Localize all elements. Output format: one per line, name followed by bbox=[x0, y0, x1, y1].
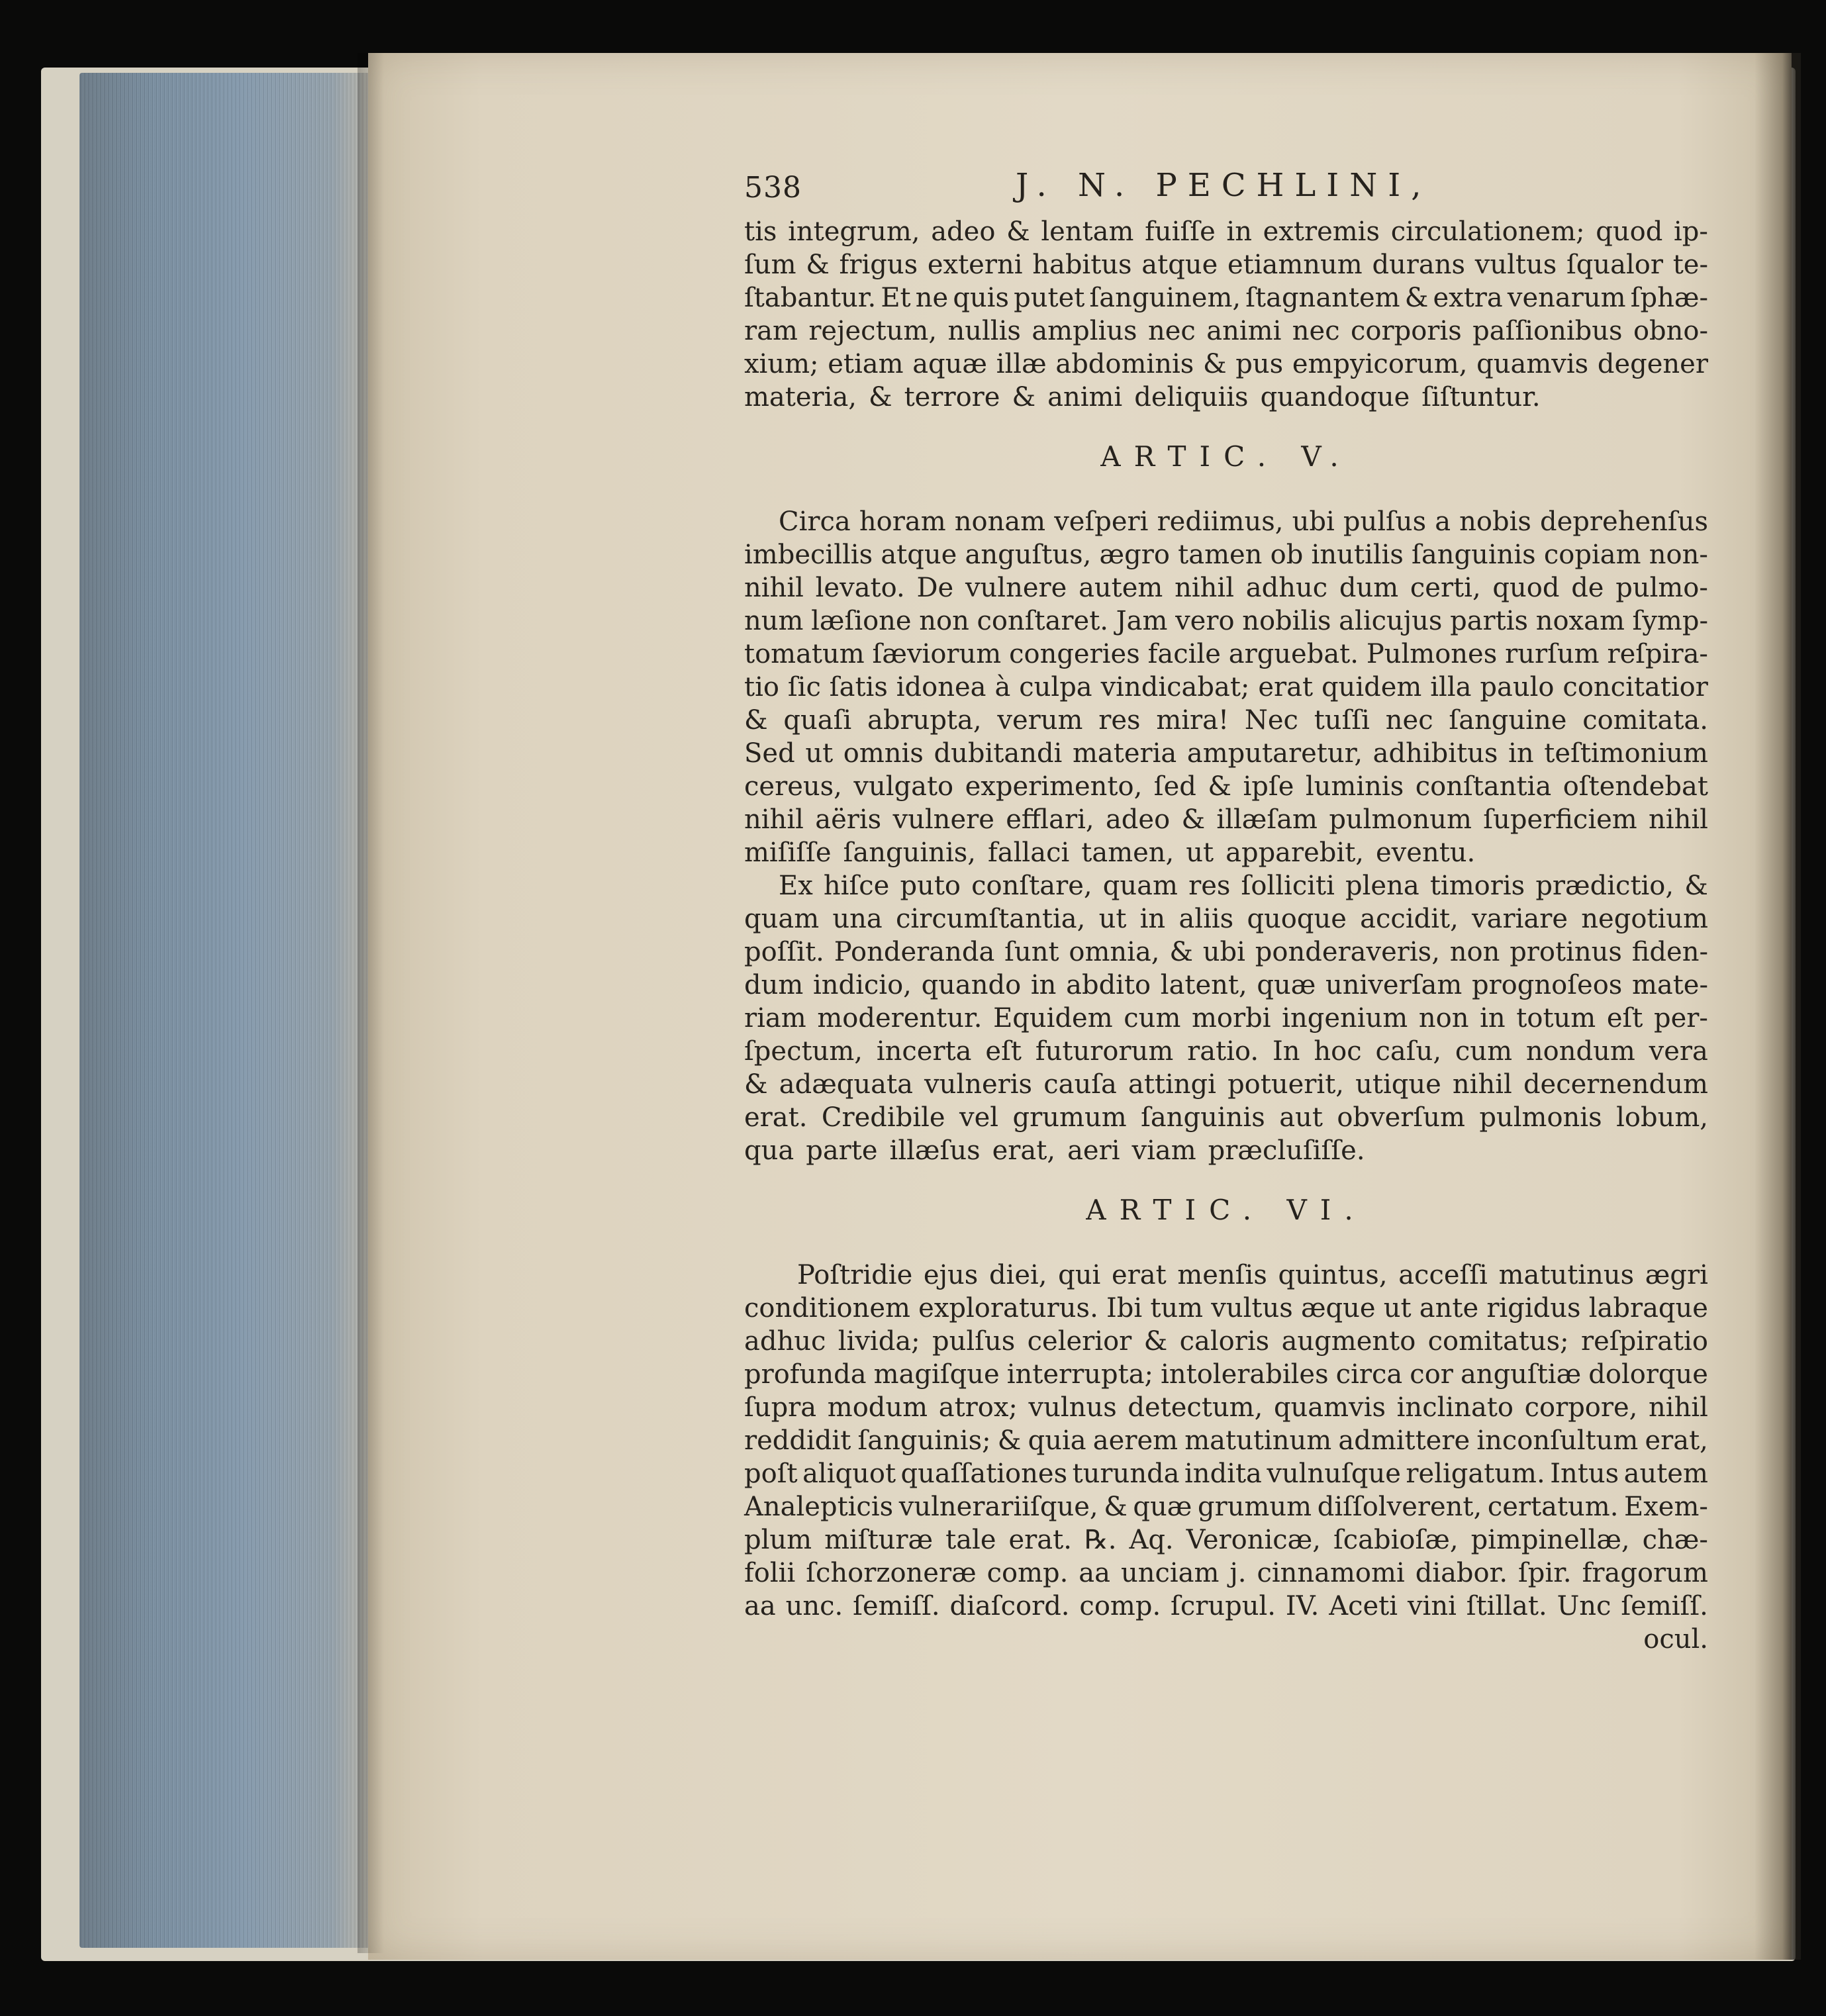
text-line: materia, & terrore & animi deliquiis quandoque ſiſtuntur. bbox=[744, 382, 1541, 412]
text-line: cereus, vulgato experimento, ſed & ipſe luminis conſtantia oſtendebat bbox=[744, 771, 1708, 802]
text-line: & adæquata vulneris cauſa attingi potuerit, utique nihil decernendum bbox=[744, 1069, 1708, 1100]
text-line: ſtabantur. Et ne quis putet ſanguinem, ſtagnantem & extra venarum ſphæ- bbox=[744, 283, 1708, 313]
text-line: Sed ut omnis dubitandi materia amputaretur, adhibitus in teſtimonium bbox=[744, 738, 1708, 769]
text-line: Circa horam nonam veſperi rediimus, ubi pulſus a nobis deprehenſus bbox=[779, 506, 1708, 537]
text-line: adhuc livida; pulſus celerior & caloris augmento comitatus; reſpiratio bbox=[744, 1326, 1708, 1357]
text-line: folii ſchorzoneræ comp. aa unciam j. cinnamomi diabor. ſpir. fragorum bbox=[744, 1558, 1708, 1588]
text-line: aa unc. ſemiſſ. diaſcord. comp. ſcrupul. IV. Aceti vini ſtillat. Unc ſemiſſ. bbox=[744, 1591, 1708, 1621]
section-heading-artic-v: ARTIC. V. bbox=[1100, 440, 1352, 473]
text-line: profunda magiſque interrupta; intolerabiles circa cor anguſtiæ dolorque bbox=[744, 1359, 1708, 1390]
text-line: nihil levato. De vulnere autem nihil adhuc dum certi, quod de pulmo- bbox=[744, 573, 1708, 603]
paragraph-4 bbox=[744, 1259, 1708, 1623]
running-head bbox=[744, 169, 1708, 215]
text-line: qua parte illæſus erat, aeri viam præcluſiſſe. bbox=[744, 1135, 1365, 1166]
text-line: xium; etiam aquæ illæ abdominis & pus empyicorum, quamvis degener bbox=[744, 349, 1708, 379]
text-line: erat. Credibile vel grumum ſanguinis aut obverſum pulmonis lobum, bbox=[744, 1102, 1708, 1133]
paragraph-2 bbox=[744, 505, 1708, 869]
catchword-line bbox=[744, 1623, 1708, 1656]
text-line: poſt aliquot quaſſationes turunda indita vulnuſque religatum. Intus autem bbox=[744, 1459, 1708, 1489]
text-line: Analepticis vulnerariiſque, & quæ grumum diſſolverent, certatum. Exem- bbox=[744, 1492, 1708, 1522]
text-line: imbecillis atque anguſtus, ægro tamen ob inutilis ſanguinis copiam non- bbox=[744, 540, 1708, 570]
paragraph-3 bbox=[744, 869, 1708, 1167]
text-line: reddidit ſanguinis; & quia aerem matutinum admittere inconſultum erat, bbox=[744, 1425, 1708, 1456]
page-edge-shadow bbox=[358, 53, 384, 1953]
book-gutter bbox=[1754, 53, 1801, 1960]
page-number: 538 bbox=[744, 171, 802, 205]
page-text bbox=[744, 169, 1708, 1656]
text-line: tomatum ſæviorum congeries facile arguebat. Pulmones rurſum reſpira- bbox=[744, 639, 1708, 669]
text-line: quam una circumſtantia, ut in aliis quoque accidit, variare negotium bbox=[744, 904, 1708, 934]
text-line: dum indicio, quando in abdito latent, quæ univerſam prognoſeos mate- bbox=[744, 970, 1708, 1000]
page-edges bbox=[79, 73, 376, 1948]
section-heading-artic-vi: ARTIC. VI. bbox=[1086, 1194, 1367, 1226]
text-line: ram rejectum, nullis amplius nec animi nec corporis paſſionibus obno- bbox=[744, 316, 1708, 346]
text-line: ſupra modum atrox; vulnus detectum, quamvis inclinato corpore, nihil bbox=[744, 1392, 1708, 1423]
text-line: miſiſſe ſanguinis, fallaci tamen, ut apparebit, eventu. bbox=[744, 838, 1476, 868]
text-line: poſſit. Ponderanda ſunt omnia, & ubi ponderaveris, non protinus fiden- bbox=[744, 937, 1708, 967]
text-line: num læſione non conſtaret. Jam vero nobilis alicujus partis noxam ſymp- bbox=[744, 606, 1708, 636]
text-line: nihil aëris vulnere efflari, adeo & illæſam pulmonum ſuperficiem nihil bbox=[744, 804, 1708, 835]
paragraph-1 bbox=[744, 215, 1708, 414]
text-line: ſpectum, incerta eſt futurorum ratio. In hoc caſu, cum nondum vera bbox=[744, 1036, 1708, 1067]
text-line: tio ſic ſatis idonea à culpa vindicabat; erat quidem illa paulo concitatior bbox=[744, 672, 1708, 702]
text-line: Poſtridie ejus diei, qui erat menſis quintus, acceſſi matutinus ægri bbox=[797, 1260, 1708, 1290]
text-line: conditionem exploraturus. Ibi tum vultus æque ut ante rigidus labraque bbox=[744, 1293, 1708, 1323]
text-line: tis integrum, adeo & lentam fuiſſe in extremis circulationem; quod ip- bbox=[744, 216, 1708, 247]
text-line: ſum & frigus externi habitus atque etiamnum durans vultus ſqualor te- bbox=[744, 250, 1708, 280]
text-line: plum miſturæ tale erat. ℞. Aq. Veronicæ, ſcabioſæ, pimpinellæ, chæ- bbox=[744, 1525, 1708, 1555]
text-line: riam moderentur. Equidem cum morbi ingenium non in totum eſt per- bbox=[744, 1003, 1708, 1033]
text-line: Ex hiſce puto conſtare, quam res ſolliciti plena timoris prædictio, & bbox=[779, 871, 1708, 901]
catchword: ocul. bbox=[1643, 1624, 1708, 1655]
text-line: & quaſi abrupta, verum res mira! Nec tuſſi nec ſanguine comitata. bbox=[744, 705, 1708, 736]
running-title: J. N. PECHLINI, bbox=[1016, 167, 1432, 204]
